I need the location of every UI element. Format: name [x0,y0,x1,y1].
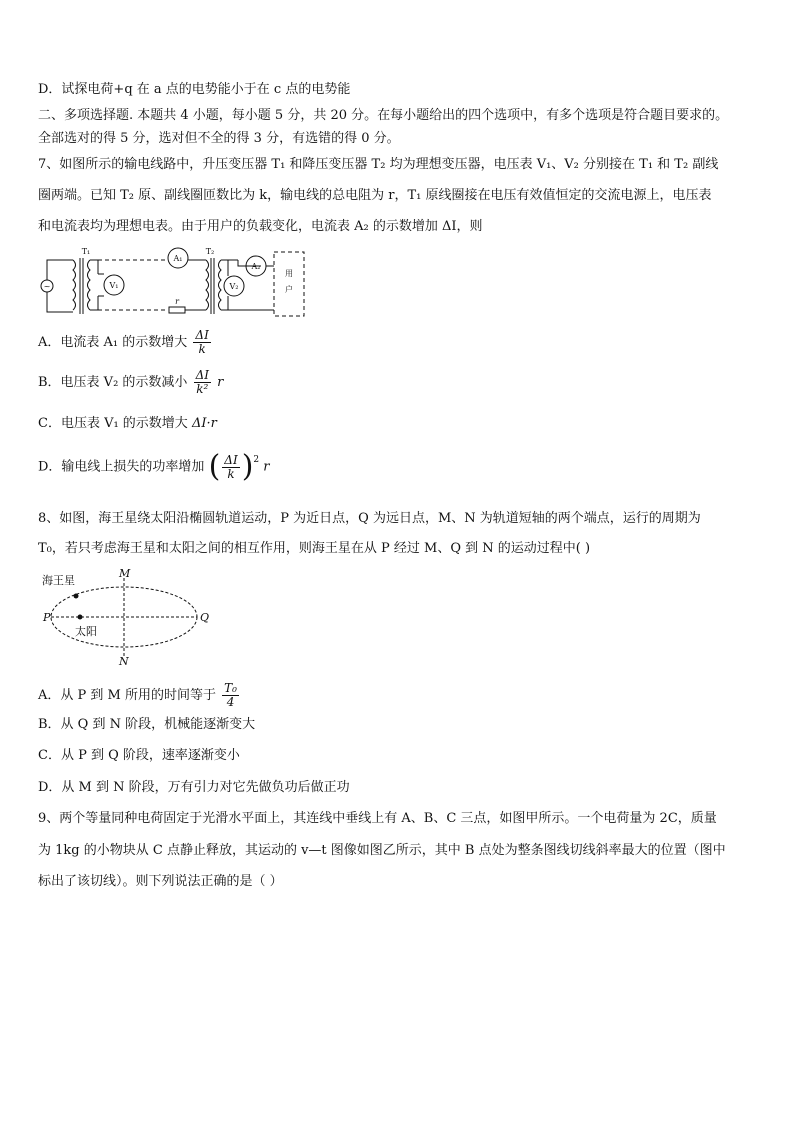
sun-label: 太阳 [75,625,97,638]
planet-label: 海王星 [42,574,75,587]
q7-stem-line-2: 圈两端。已知 T₂ 原、副线圈匝数比为 k，输电线的总电阻为 r，T₁ 原线圈接在电压有效值恒定的交流电源上，电压表 [38,188,712,203]
q8-option-a-fraction [222,682,239,709]
q6-option-d: D．试探电荷+q 在 a 点的电势能小于在 c 点的电势能 [38,82,351,97]
q8-option-c: C．从 P 到 Q 阶段，速率逐渐变小 [38,748,240,763]
point-q-label: Q [200,611,210,624]
fraction-denominator: k [227,466,235,481]
q9-stem-line-1: 9、两个等量同种电荷固定于光滑水平面上，其连线中垂线上有 A、B、C 三点，如图甲所示。一个电荷量为 2C，质量 [38,811,717,826]
fraction-numerator: ΔI [224,452,238,467]
fraction-numerator: T₀ [224,681,237,695]
q7-option-d-fraction [222,454,239,481]
a2-label: A₂ [251,262,261,271]
fraction-numerator: ΔI [195,368,209,382]
q7-option-a-text: A．电流表 A₁ 的示数增大 [38,335,188,350]
q7-option-c-text: C．电压表 V₁ 的示数增大 [38,416,188,431]
sun-icon [78,615,83,620]
point-n-label: N [119,655,129,666]
q7-option-d-text: D．输电线上损失的功率增加 [38,459,205,475]
q8-option-d: D．从 M 到 N 阶段，万有引力对它先做负功后做正功 [38,780,350,795]
t1-label: T₁ [81,247,91,256]
q7-circuit-diagram [38,246,308,324]
r-label: r [175,297,179,306]
q8-option-b: B．从 Q 到 N 阶段，机械能逐渐变大 [38,717,256,732]
q7-option-a-fraction [193,329,210,356]
fraction-denominator: 4 [226,695,235,709]
q9-stem-line-2: 为 1kg 的小物块从 C 点静止释放，其运动的 v—t 图像如图乙所示，其中 B 点处为整条图线切线斜率最大的位置（图中 [38,843,726,858]
fraction-denominator: k² [196,382,209,396]
section-heading-line-1: 二、多项选择题. 本题共 4 小题，每小题 5 分，共 20 分。在每小题给出的四个选项中，有多个选项是符合题目要求的。 [38,108,729,123]
point-p-label: P [43,611,51,624]
user-label-1: 用 [285,269,293,278]
q7-option-c-expr: ΔI·r [191,416,217,431]
t2-label: T₂ [205,247,215,256]
ac-source-icon: ~ [43,282,51,291]
q7-option-d-r: r [263,459,270,475]
q7-option-b [38,369,223,396]
user-label-2: 户 [285,285,293,294]
q9-stem-line-3: 标出了该切线）。则下列说法正确的是（ ） [38,874,283,889]
q7-option-d: D．输电线上损失的功率增加 ( $\frac{\Delta I}{k}$ )$^2$ r [38,449,270,484]
section-heading-line-2: 全部选对的得 5 分，选对但不全的得 3 分，有选错的得 0 分。 [38,131,400,146]
q8-option-a [38,682,241,709]
q7-option-a [38,329,213,356]
fraction-numerator: ΔI [195,328,209,342]
v2-label: V₂ [229,282,239,291]
fraction-denominator: k [198,342,206,356]
q7-option-b-text: B．电压表 V₂ 的示数减小 [38,375,188,390]
q7-stem-line-3: 和电流表均为理想电表。由于用户的负载变化，电流表 A₂ 的示数增加 ΔI，则 [38,219,483,234]
square-exponent: 2 [253,455,260,465]
q8-orbit-diagram [38,566,218,666]
v1-label: V₁ [109,281,119,290]
q8-stem-line-1: 8、如图，海王星绕太阳沿椭圆轨道运动，P 为近日点，Q 为远日点，M、N 为轨道短轴的两个端点，运行的周期为 [38,511,701,526]
a1-label: A₁ [173,254,183,263]
q7-option-b-fraction [194,369,211,396]
q8-stem-line-2: T₀，若只考虑海王星和太阳之间的相互作用，则海王星在从 P 经过 M、Q 到 N 的运动过程中( ) [38,541,591,556]
neptune-icon [74,594,79,599]
q8-option-a-text: A．从 P 到 M 所用的时间等于 [38,688,216,703]
point-m-label: M [119,567,131,580]
q7-option-b-r: r [217,375,224,390]
q7-option-c [38,416,217,432]
q7-stem-line-1: 7、如图所示的输电线路中，升压变压器 T₁ 和降压变压器 T₂ 均为理想变压器，电压表 V₁、V₂ 分别接在 T₁ 和 T₂ 副线 [38,157,719,172]
